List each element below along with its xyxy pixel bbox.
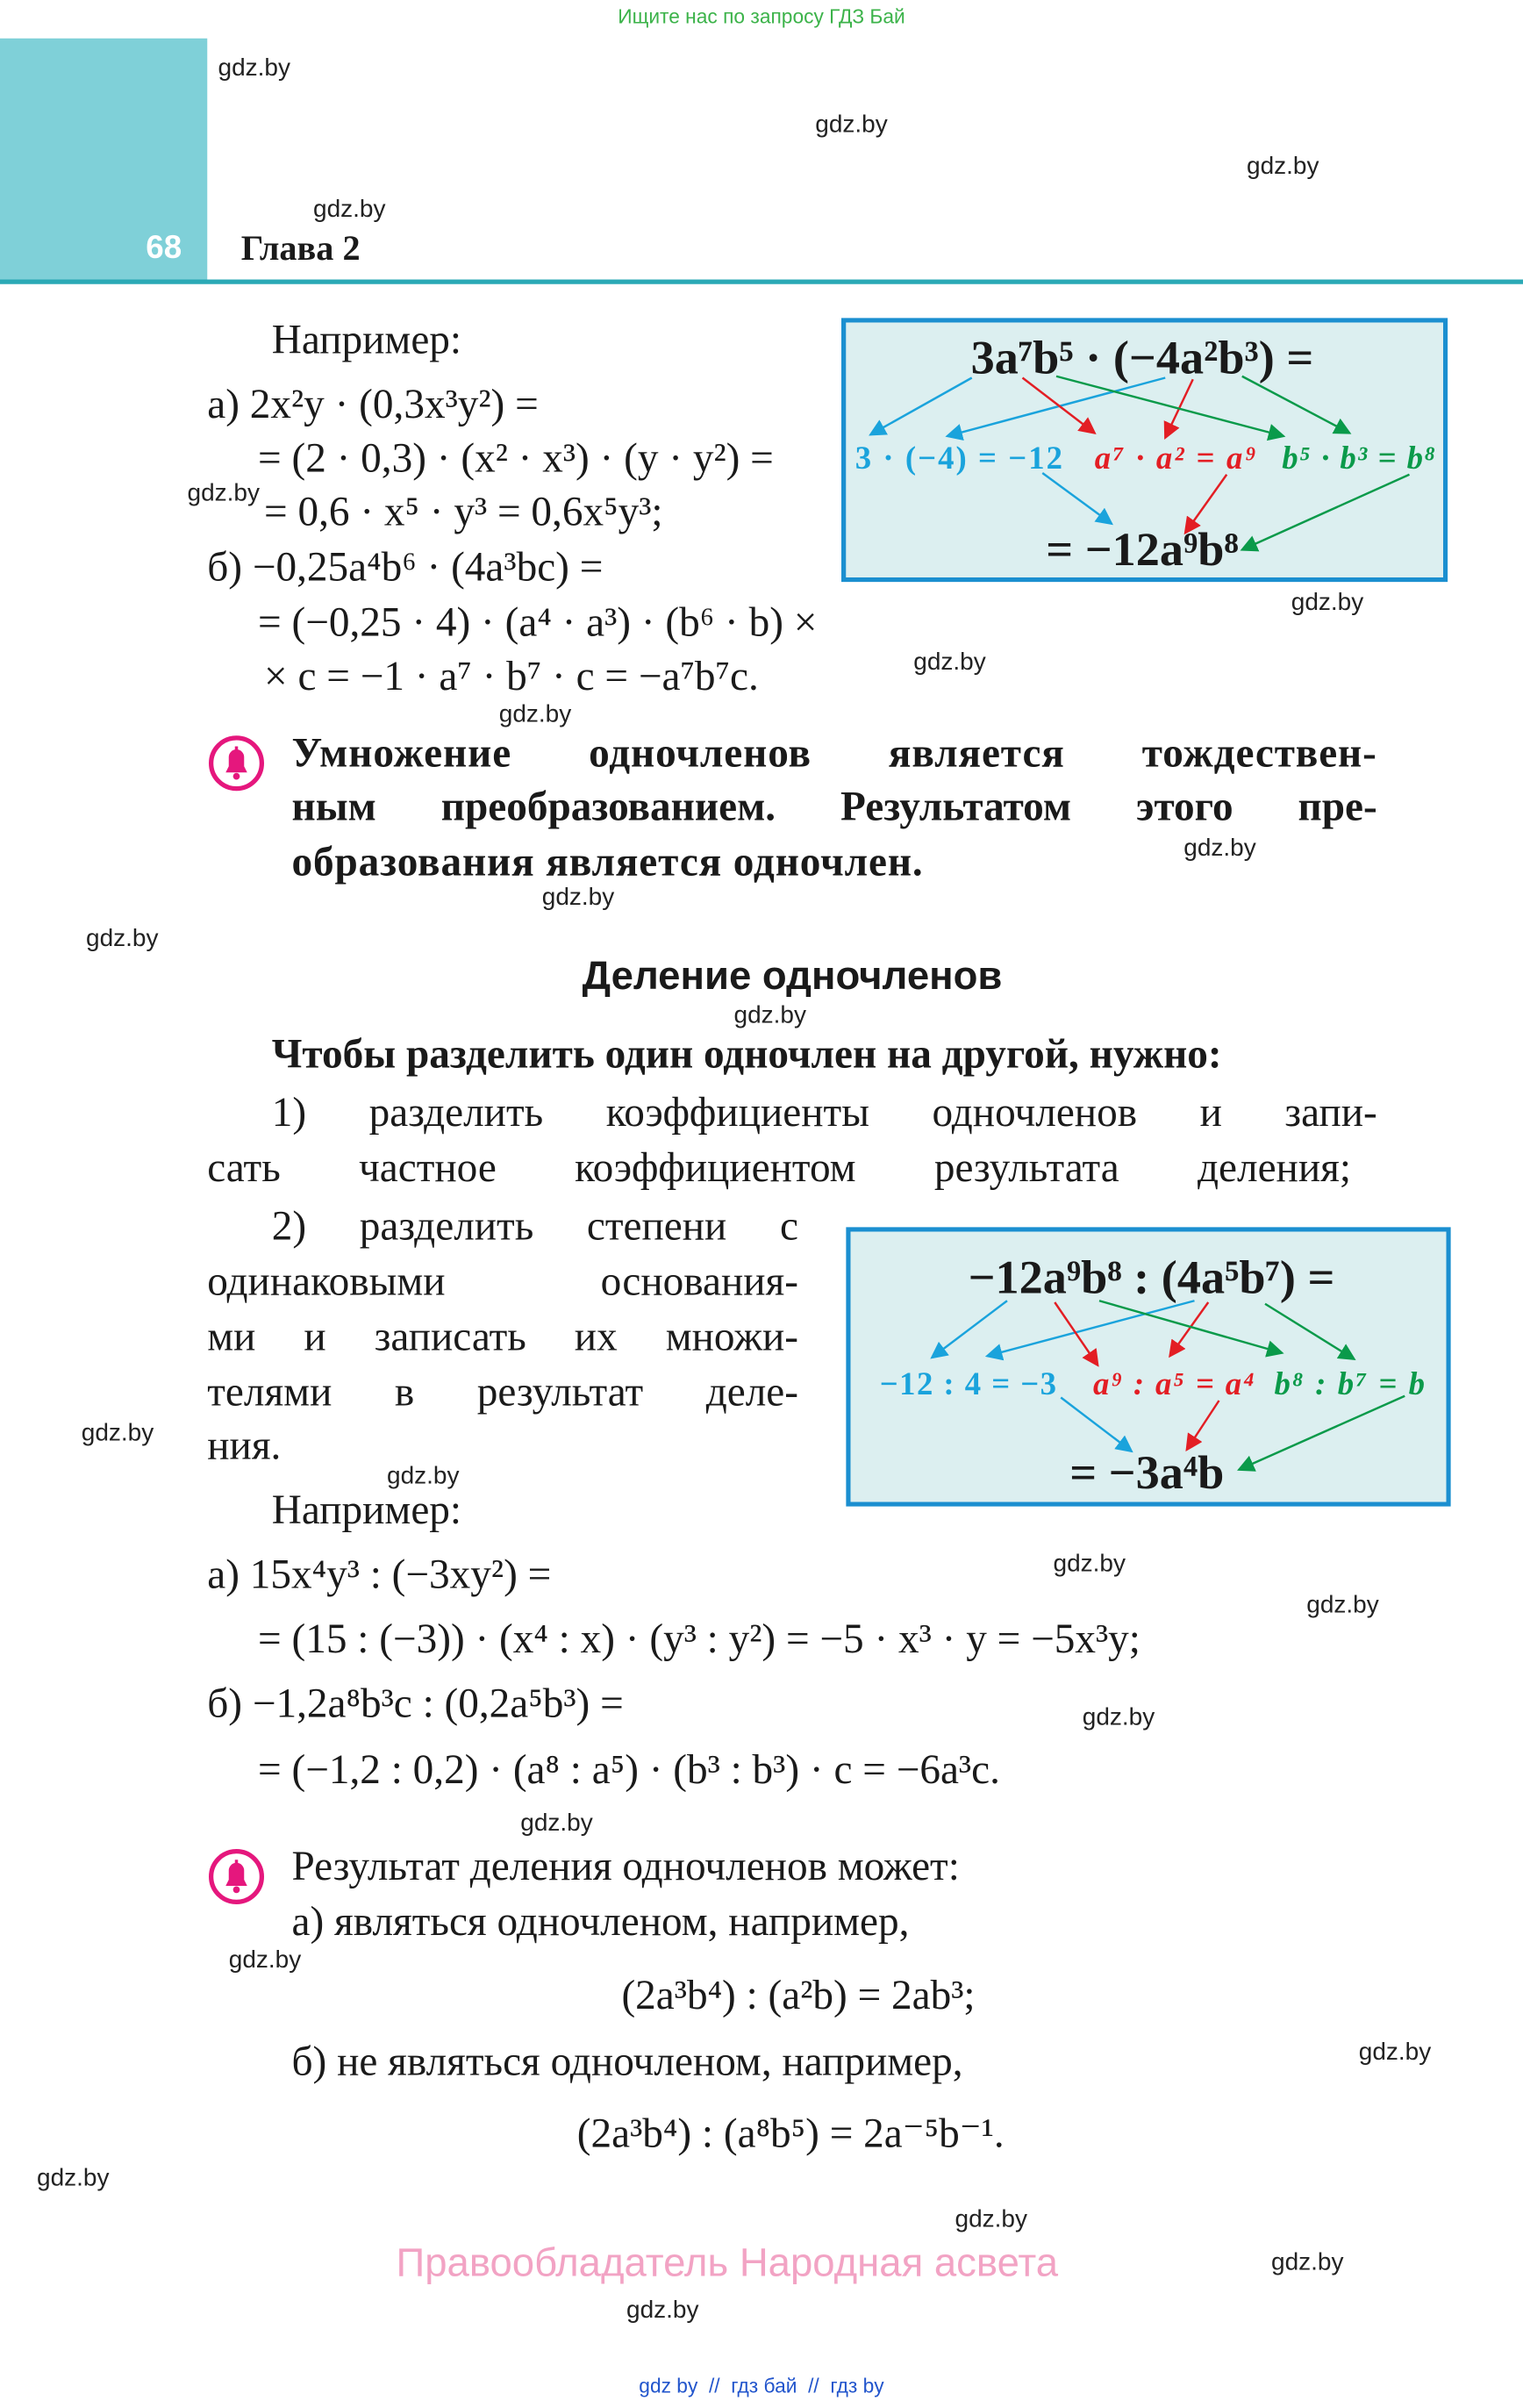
top-notice[interactable]: Ищите нас по запросу ГДЗ Бай: [618, 4, 905, 28]
division-step-2: 2) разделить степени с: [271, 1202, 798, 1249]
chapter-title: Глава 2: [240, 228, 361, 268]
division-step-1: 1) разделить коэффициенты одночленов и запи-: [271, 1088, 1377, 1136]
watermark: gdz.by: [913, 649, 986, 676]
bell-icon: [207, 1847, 266, 1906]
rule-text: Умножение одночленов является тождествен-: [291, 729, 1377, 776]
watermark: gdz.by: [218, 55, 290, 82]
watermark: gdz.by: [1247, 154, 1319, 180]
coefficient-step: 3 · (−4) = −12: [854, 439, 1062, 476]
watermark: gdz.by: [498, 701, 572, 728]
math-line: б) −0,25a⁴b⁶ · (4a³bc) =: [207, 543, 604, 590]
watermark: gdz.by: [955, 2206, 1027, 2233]
math-line: = (−1,2 : 0,2) · (a⁸ : a⁵) · (b³ : b³) · c = −6a³c.: [258, 1745, 1000, 1793]
copyright-notice: Правообладатель Народная асвета: [396, 2239, 1059, 2285]
rule-text: образования является одночлен.: [291, 838, 924, 885]
watermark: gdz.by: [187, 480, 260, 507]
a-power-step: a⁷ · a² = a⁹: [1094, 439, 1256, 476]
page-number: 68: [146, 230, 182, 266]
watermark: gdz.by: [1053, 1551, 1126, 1578]
footer-links[interactable]: gdz by // гдз бай // гдз by: [639, 2374, 884, 2397]
watermark: gdz.by: [733, 1002, 806, 1029]
coefficient-step: −12 : 4 = −3: [879, 1365, 1056, 1401]
diagram-expression: −12a⁹b⁸ : (4a⁵b⁷) =: [968, 1251, 1335, 1304]
b-power-step: b⁸ : b⁷ = b: [1274, 1365, 1425, 1401]
math-line: = 0,6 · x⁵ · y³ = 0,6x⁵y³;: [264, 488, 663, 534]
example-label: Например:: [271, 1487, 462, 1533]
math-line: = (15 : (−3)) · (x⁴ : x) · (y³ : y²) = −5 · x³ · y = −5x³y;: [258, 1616, 1140, 1662]
math-line: а) 15x⁴y³ : (−3xy²) =: [207, 1551, 552, 1597]
watermark: gdz.by: [626, 2297, 699, 2324]
division-intro: Чтобы разделить один одночлен на другой, нужно:: [271, 1030, 1222, 1077]
watermark: gdz.by: [1271, 2249, 1344, 2276]
note-formula: (2a³b⁴) : (a⁸b⁵) = 2a⁻⁵b⁻¹.: [576, 2110, 1005, 2156]
math-line: = (−0,25 · 4) · (a⁴ · a³) · (b⁶ · b) ×: [258, 598, 818, 645]
rule-text: ным преобразованием. Результатом этого пре-: [291, 783, 1377, 829]
diagram-result: = −3a⁴b: [1069, 1445, 1225, 1499]
watermark: gdz.by: [81, 1420, 154, 1447]
watermark: gdz.by: [1183, 835, 1256, 862]
note-text: Результат деления одночленов может:: [291, 1843, 960, 1889]
note-text: б) не являться одночленом, например,: [291, 2038, 963, 2084]
division-step-2: ми и записать их множи-: [207, 1313, 798, 1359]
math-line: б) −1,2a⁸b³c : (0,2a⁵b³) =: [207, 1680, 624, 1726]
division-diagram: [846, 1227, 1451, 1507]
bell-icon: [207, 735, 266, 793]
division-step-2: телями в результат деле-: [207, 1368, 798, 1415]
watermark: gdz.by: [541, 885, 615, 911]
multiplication-diagram: [841, 318, 1448, 582]
watermark: gdz.by: [228, 1947, 302, 1974]
header-rule: [0, 280, 1523, 284]
watermark: gdz.by: [1082, 1704, 1155, 1731]
watermark: gdz.by: [520, 1810, 593, 1837]
a-power-step: a⁹ : a⁵ = a⁴: [1093, 1365, 1255, 1401]
division-step-2: ния.: [207, 1422, 282, 1468]
watermark: gdz.by: [1358, 2039, 1432, 2066]
division-step-1: сать частное коэффициентом результата деления;: [207, 1143, 1351, 1191]
section-heading: Деление одночленов: [582, 952, 1003, 999]
watermark: gdz.by: [1291, 590, 1364, 616]
watermark: gdz.by: [86, 926, 159, 952]
watermark: gdz.by: [815, 111, 888, 139]
math-line: а) 2x²y · (0,3x³y²) =: [207, 381, 539, 427]
watermark: gdz.by: [313, 197, 386, 223]
b-power-step: b⁵ · b³ = b⁸: [1282, 439, 1436, 476]
math-line: × c = −1 · a⁷ · b⁷ · c = −a⁷b⁷c.: [264, 652, 759, 699]
example-label: Например:: [271, 316, 462, 362]
diagram-expression: 3a⁷b⁵ · (−4a²b³) =: [970, 331, 1314, 384]
division-step-2: одинаковыми основания-: [207, 1258, 798, 1304]
watermark: gdz.by: [1306, 1592, 1379, 1619]
note-text: а) являться одночленом, например,: [291, 1898, 910, 1945]
math-line: = (2 · 0,3) · (x² · x³) · (y · y²) =: [258, 434, 774, 481]
watermark: gdz.by: [37, 2165, 110, 2192]
diagram-result: = −12a⁹b⁸: [1046, 523, 1239, 576]
note-formula: (2a³b⁴) : (a²b) = 2ab³;: [621, 1972, 976, 2018]
watermark: gdz.by: [387, 1463, 460, 1490]
